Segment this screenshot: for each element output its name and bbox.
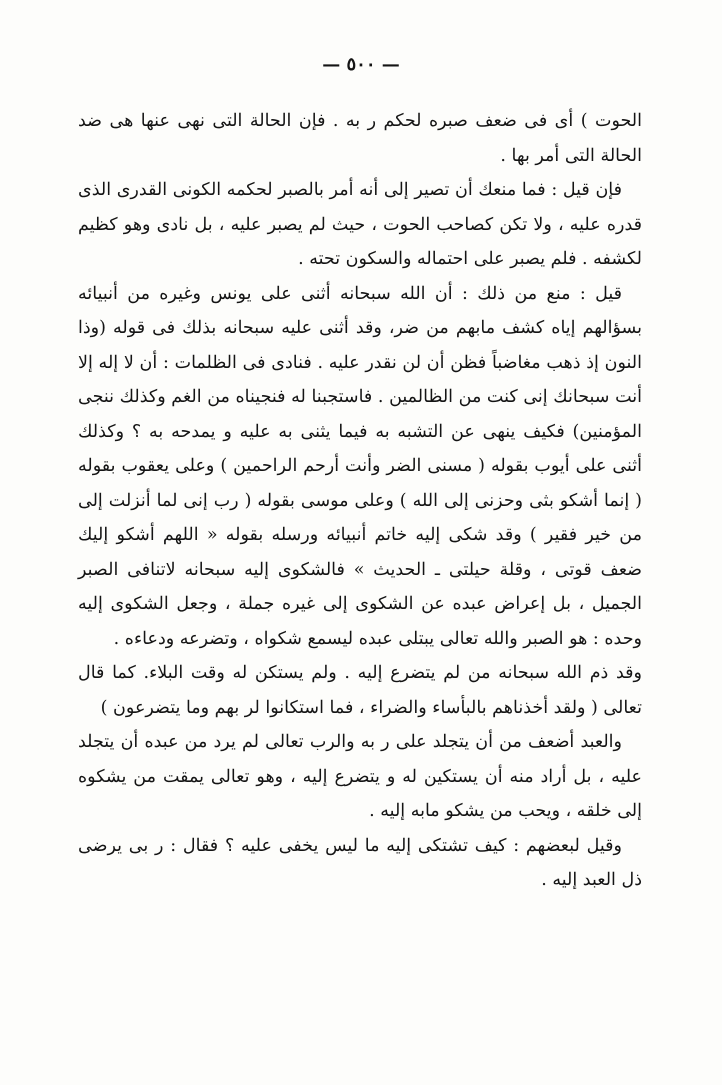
body-text (78, 104, 642, 898)
paragraph-3: قيل : منع من ذلك : أن الله سبحانه أثنى على يونس وغيره من أنبيائه بسؤالهم إياه كشف مابهم من ضر، وقد أثنى عليه سبحانه بذلك فى قوله (وذا النون إذ ذهب مغاضباً فظن أن لن نقدر عليه . فنادى فى الظلمات : أن لا إله إلا أنت سبحانك إنى كنت من الظالمين . فاستجبنا له فنجيناه من الغم وكذلك ننجى المؤمنين) فكيف ينهى عن التشبه به فيما يثنى به عليه و يمدحه به ؟ وكذلك أثنى على أيوب بقوله ( مسنى الضر وأنت أرحم الراحمين ) وعلى يعقوب بقوله ( إنما أشكو بثى وحزنى إلى الله ) وعلى موسى بقوله ( رب إنى لما أنزلت إلى من خير فقير ) وقد شكى إليه خاتم أنبيائه ورسله بقوله « اللهم أشكو إليك ضعف قوتى ، وقلة حيلتى ـ الحديث » فالشكوى إليه سبحانه لاتنافى الصبر الجميل ، بل إعراض عبده عن الشكوى إلى غيره جملة ، وجعل الشكوى إليه وحده : هو الصبر والله تعالى يبتلى عبده ليسمع شكواه ، وتضرعه ودعاءه . (78, 283, 642, 649)
paragraph-5: والعبد أضعف من أن يتجلد على ر به والرب تعالى لم يرد من عبده أن يتجلد عليه ، بل أراد منه أن يستكين له و يتضرع إليه ، وهو تعالى يمقت من يشكوه إلى خلقه ، ويحب من يشكو مابه إليه . (78, 732, 642, 821)
paragraph-4: وقد ذم الله سبحانه من لم يتضرع إليه . ولم يستكن له وقت البلاء. كما قال تعالى ( ولقد أخذناهم بالبأساء والضراء ، فما استكانوا لر بهم وما يتضرعون ) (78, 663, 642, 718)
paragraph-6: وقيل لبعضهم : كيف تشتكى إليه ما ليس يخفى عليه ؟ فقال : ر بى يرضى ذل العبد إليه . (78, 835, 642, 890)
page-number: — ٥٠٠ — (322, 54, 400, 75)
paragraph-2: فإن قيل : فما منعك أن تصير إلى أنه أمر بالصبر لحكمه الكونى القدرى الذى قدره عليه ، ولا تكن كصاحب الحوت ، حيث لم يصبر عليه ، بل نادى وهو كظيم لكشفه . فلم يصبر على احتماله والسكون تحته . (78, 180, 642, 269)
paragraph-1: الحوت ) أى فى ضعف صبره لحكم ر به . فإن الحالة التى نهى عنها هى ضد الحالة التى أمر بها . (78, 111, 642, 166)
